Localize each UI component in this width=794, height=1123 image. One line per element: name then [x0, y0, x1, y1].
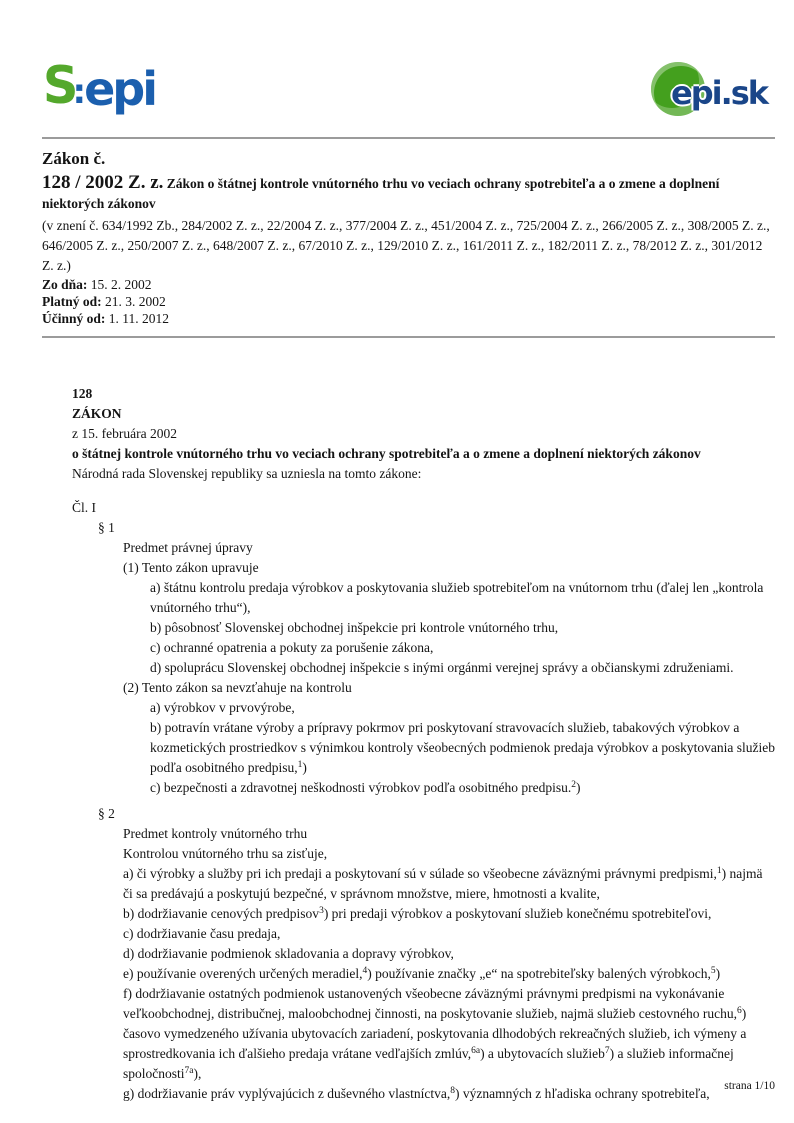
- list-item: b) potravín vrátane výroby a prípravy pokrmov pri poskytovaní stravovacích služieb, tabakových výrobkov a kozmetických prostriedkov s výnimkou kontroly všeobecných podmienok predaja výrobkov a poskytovania služieb podľa osobitného predpisu,$^1$): [150, 720, 775, 775]
- footnote-marker: 5: [710, 966, 716, 976]
- sepi-logo-text: epi: [84, 62, 155, 116]
- footnote-marker: 2: [571, 780, 577, 790]
- epi-sk-logo: [651, 60, 775, 118]
- paragraph: Kontrolou vnútorného trhu sa zisťuje,: [123, 846, 328, 861]
- footnote-marker: 8: [450, 1086, 456, 1096]
- footnote-marker: 1: [297, 760, 303, 770]
- law-title: Zákon o štátnej kontrole vnútorného trhu vo veciach ochrany spotrebiteľa a o zmene a doplnení niektorých zákonov: [42, 176, 720, 211]
- list-item: f) dodržiavanie ostatných podmienok ustanovených všeobecne záväznými právnymi predpismi na vykonávanie veľkoobchodnej, distribučnej, maloobchodnej činnosti, na poskytovanie služieb, najmä služieb cestovného ruchu,$^6$) časovo vymedzeného užívania ubytovacích zariadení, poskytovania dlhodobých rekreačných služieb, ich výmeny a sprostredkovania ich ďalšieho predaja vrátane vedľajších zmlúv,$^{6a}$) a ubytovacích služieb$^7$) a služieb informačnej spoločnosti$^{7a}$),: [123, 986, 747, 1081]
- article-heading: Čl. I: [72, 500, 97, 515]
- list-item: e) používanie overených určených meradiel,$^4$) používanie značky „e“ na spotrebiteľsky balených výrobkoch,$^5$): [123, 966, 721, 981]
- section-title: Predmet právnej úpravy: [123, 540, 253, 555]
- preamble: Národná rada Slovenskej republiky sa uzniesla na tomto zákone:: [72, 466, 422, 481]
- body-content: [72, 384, 775, 1104]
- list-item: c) ochranné opatrenia a pokuty za porušenie zákona,: [150, 640, 434, 655]
- section-heading: § 1: [98, 520, 115, 535]
- footnote-marker: 7: [604, 1046, 610, 1056]
- divider-header: [42, 336, 775, 338]
- date-value: 21. 3. 2002: [105, 294, 166, 309]
- date-label: Účinný od:: [42, 311, 106, 326]
- law-label: Zákon č.: [42, 149, 106, 168]
- date-row-valid: [42, 293, 775, 310]
- page-number: strana 1/10: [724, 1080, 775, 1092]
- logos-row: [42, 56, 775, 120]
- date-row-issued: [42, 276, 775, 293]
- footnote-marker: 1: [716, 866, 722, 876]
- law-title-line: [42, 173, 775, 214]
- list-item: b) pôsobnosť Slovenskej obchodnej inšpekcie pri kontrole vnútorného trhu,: [150, 620, 559, 635]
- footnote-marker: 3: [319, 906, 324, 916]
- document-header: [42, 147, 775, 327]
- date-label: Zo dňa:: [42, 277, 88, 292]
- list-item: a) výrobkov v prvovýrobe,: [150, 700, 295, 715]
- sepi-logo: [42, 56, 155, 116]
- date-row-effective: [42, 310, 775, 327]
- list-item: d) dodržiavanie podmienok skladovania a dopravy výrobkov,: [123, 946, 454, 961]
- sepi-s-icon: S: [42, 56, 76, 116]
- date-value: 15. 2. 2002: [90, 277, 152, 292]
- section-title: Predmet kontroly vnútorného trhu: [123, 826, 308, 841]
- paragraph: (2) Tento zákon sa nevzťahuje na kontrolu: [123, 680, 352, 695]
- date-value: 1. 11. 2012: [108, 311, 170, 326]
- section-heading: § 2: [98, 806, 115, 821]
- list-item: b) dodržiavanie cenových predpisov$^3$) pri predaji výrobkov a poskytovaní služieb konečnému spotrebiteľovi,: [123, 906, 712, 921]
- act-heading: ZÁKON: [72, 406, 122, 421]
- law-number: 128 / 2002 Z. z.: [42, 172, 164, 193]
- act-date: z 15. februára 2002: [72, 426, 177, 441]
- list-item: c) dodržiavanie času predaja,: [123, 926, 281, 941]
- footnote-marker: 7a: [184, 1066, 194, 1076]
- list-item: a) či výrobky a služby pri ich predaji a poskytovaní sú v súlade so všeobecne záväznými právnymi predpismi,$^1$) najmä či sa predávajú a poskytujú bezpečné, v správnom množstve, miere, hmotnosti a kvalite,: [123, 866, 763, 901]
- date-label: Platný od:: [42, 294, 102, 309]
- sepi-colon-icon: :: [72, 72, 87, 112]
- act-title: o štátnej kontrole vnútorného trhu vo veciach ochrany spotrebiteľa a o zmene a doplnení niektorých zákonov: [72, 446, 701, 461]
- list-item: d) spoluprácu Slovenskej obchodnej inšpekcie s inými orgánmi verejnej správy a občianskymi združeniami.: [150, 660, 734, 675]
- footnote-marker: 4: [362, 966, 368, 976]
- list-item: g) dodržiavanie práv vyplývajúcich z duševného vlastníctva,$^8$) významných z hľadiska ochrany spotrebiteľa,: [123, 1086, 710, 1101]
- paragraph: (1) Tento zákon upravuje: [123, 560, 259, 575]
- footnote-marker: 6a: [471, 1046, 481, 1056]
- list-item: c) bezpečnosti a zdravotnej neškodnosti výrobkov podľa osobitného predpisu.$^2$): [150, 780, 581, 795]
- divider-top: [42, 137, 775, 139]
- footnote-marker: 6: [736, 1006, 742, 1016]
- episk-logo-text: epi.sk: [671, 74, 768, 112]
- law-number-heading: 128: [72, 386, 93, 401]
- amendments-list: (v znení č. 634/1992 Zb., 284/2002 Z. z., 22/2004 Z. z., 377/2004 Z. z., 451/2004 Z. z., 725/2004 Z. z., 266/2005 Z. z., 308/2005 Z. z., 646/2005 Z. z., 250/2007 Z. z., 648/2007 Z. z., 67/2010 Z. z., 129/2010 Z. z., 161/2011 Z. z., 182/2011 Z. z., 78/2012 Z. z., 301/2012 Z. z.): [42, 218, 770, 273]
- list-item: a) štátnu kontrolu predaja výrobkov a poskytovania služieb spotrebiteľom na vnútornom trhu (ďalej len „kontrola vnútorného trhu“),: [150, 580, 764, 615]
